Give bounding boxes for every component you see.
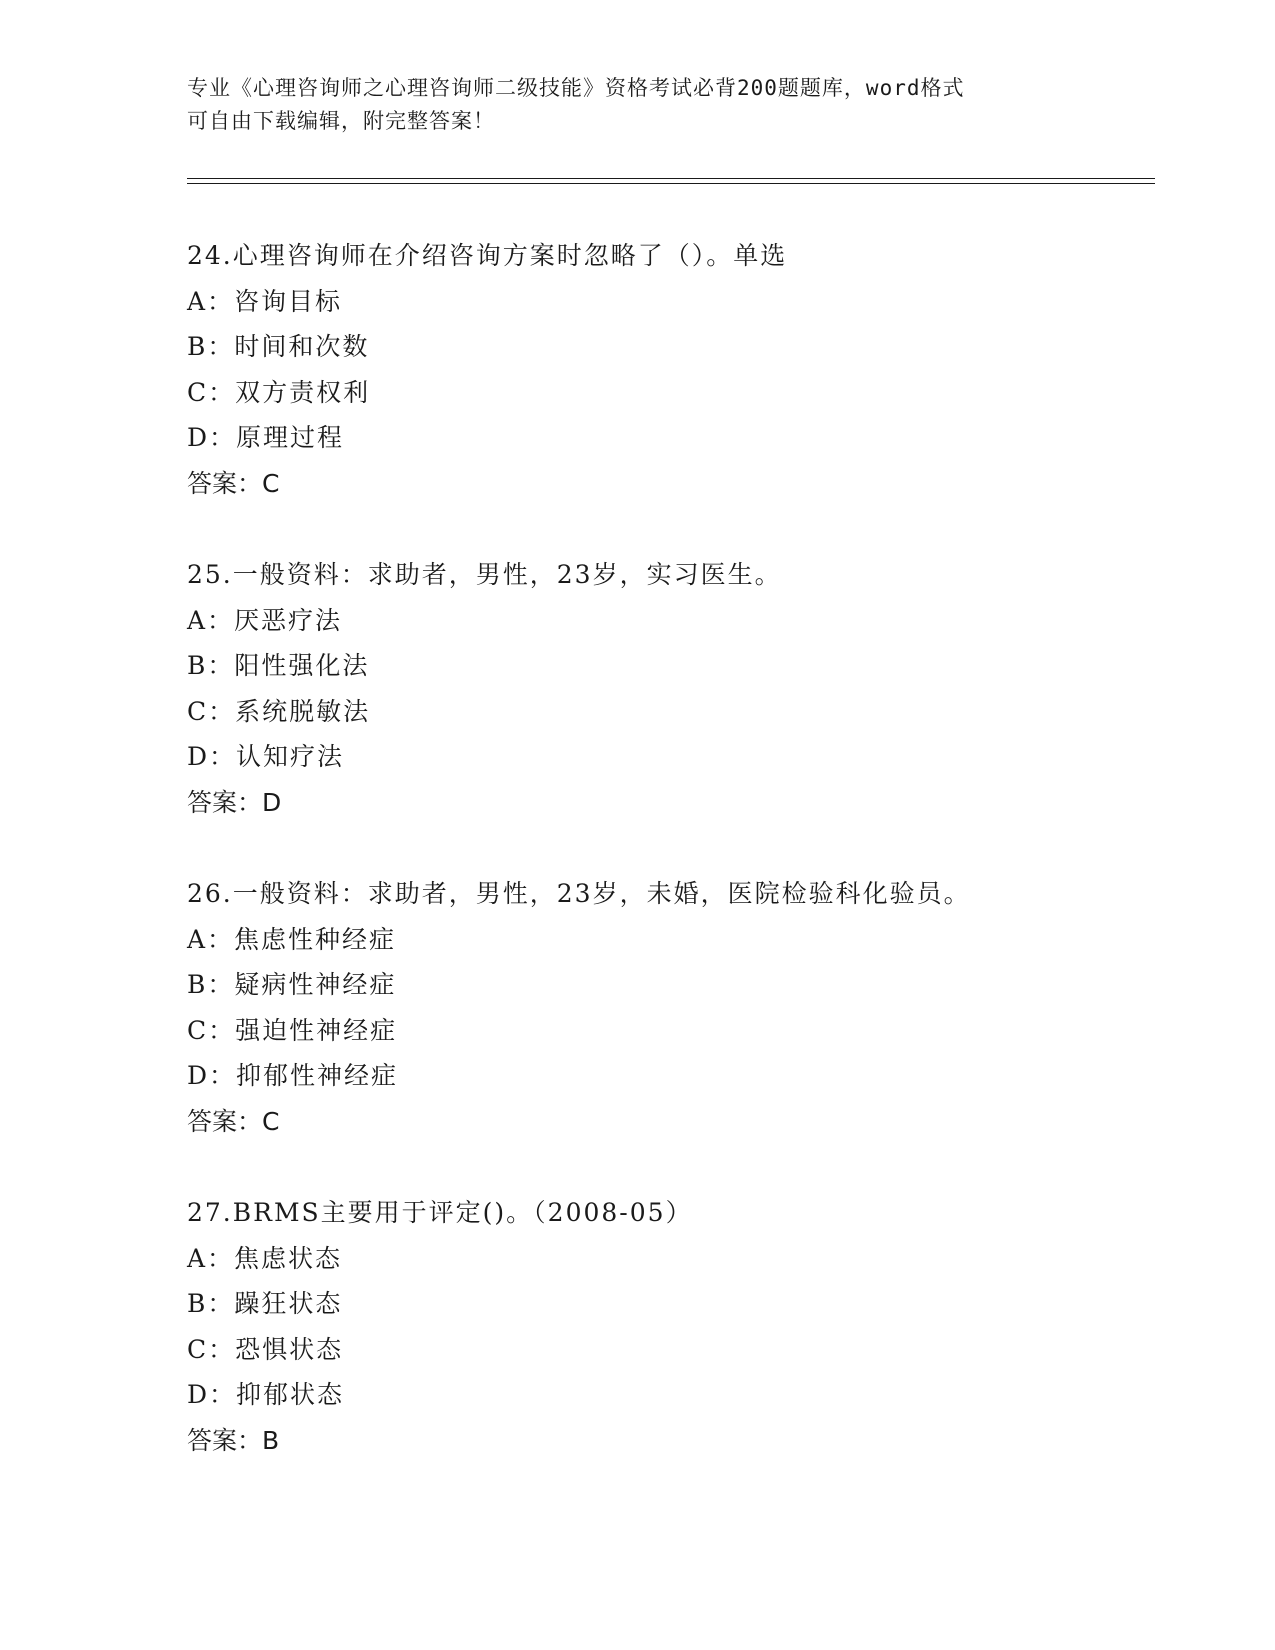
question-stem: 26.一般资料：求助者，男性，23岁，未婚，医院检验科化验员。	[187, 879, 971, 908]
question-stem: 25.一般资料：求助者，男性，23岁，实习医生。	[187, 560, 782, 589]
option-a: A：焦虑性种经症	[187, 924, 397, 954]
question-25	[187, 552, 1137, 825]
option-c: C：系统脱敏法	[187, 696, 371, 726]
question-27	[187, 1190, 1137, 1463]
question-stem: 24.心理咨询师在介绍咨询方案时忽略了（）。单选	[187, 241, 788, 270]
question-stem: 27.BRMS主要用于评定()。（2008-05）	[187, 1198, 693, 1227]
option-d: D：认知疗法	[187, 742, 345, 771]
header-divider-bottom	[187, 183, 1155, 184]
option-b: B：时间和次数	[187, 332, 370, 361]
option-d: D：抑郁性神经症	[187, 1061, 399, 1090]
answer: 答案：D	[187, 787, 282, 817]
answer: 答案：C	[187, 468, 280, 498]
option-b: B：阳性强化法	[187, 651, 370, 680]
option-d: D：抑郁状态	[187, 1380, 345, 1409]
question-24	[187, 233, 1137, 506]
header-line-2: 可自由下载编辑，附完整答案！	[187, 109, 495, 133]
option-b: B：躁狂状态	[187, 1289, 343, 1318]
answer: 答案：B	[187, 1425, 280, 1455]
option-a: A：厌恶疗法	[187, 605, 343, 635]
header-line-1: 专业《心理咨询师之心理咨询师二级技能》资格考试必背200题题库，word格式	[187, 76, 965, 100]
document-header	[187, 72, 1067, 138]
answer: 答案：C	[187, 1106, 280, 1136]
option-d: D：原理过程	[187, 423, 345, 452]
option-a: A：焦虑状态	[187, 1243, 343, 1273]
option-b: B：疑病性神经症	[187, 970, 397, 999]
header-divider-top	[187, 178, 1155, 179]
option-a: A：咨询目标	[187, 286, 343, 316]
option-c: C：强迫性神经症	[187, 1015, 398, 1045]
question-26	[187, 871, 1137, 1144]
option-c: C：双方责权利	[187, 377, 371, 407]
option-c: C：恐惧状态	[187, 1334, 344, 1364]
